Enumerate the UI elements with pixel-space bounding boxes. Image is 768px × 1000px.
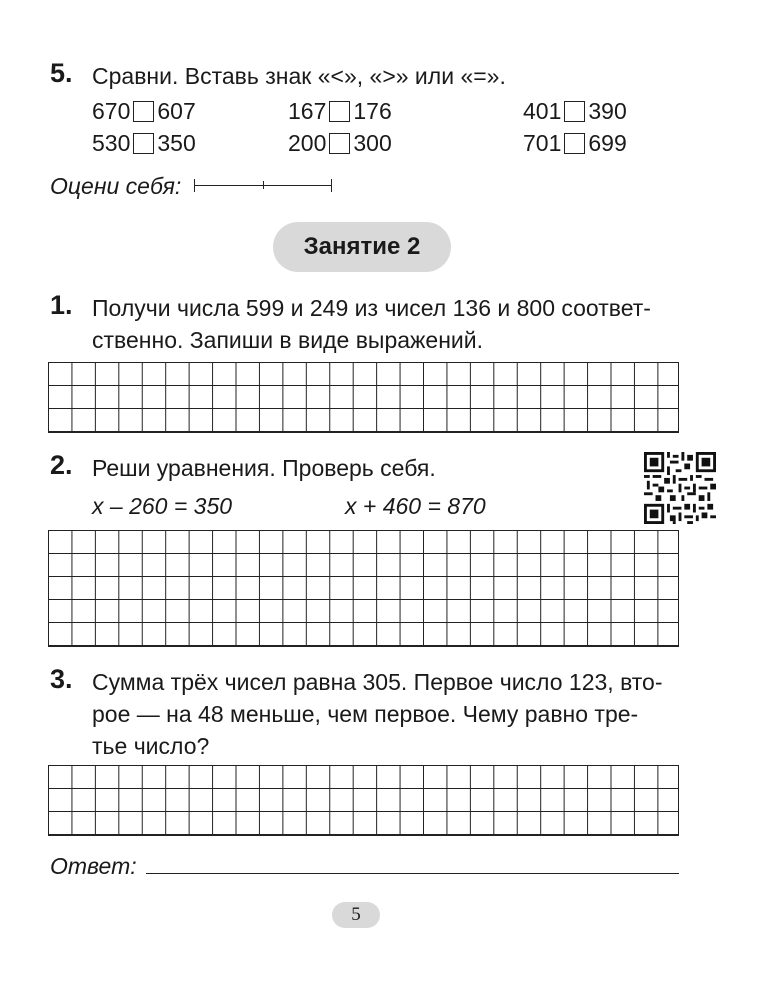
equation-1: x – 260 = 350 — [92, 493, 233, 519]
compare-right: 390 — [588, 98, 627, 124]
compare-item — [92, 96, 196, 126]
answer-label: Ответ: — [50, 853, 137, 879]
task-3-text-line-3: тье число? — [92, 733, 210, 759]
task-3-text-line-1: Сумма трёх чисел равна 305. Первое число 123, вто- — [92, 669, 663, 695]
compare-item — [288, 96, 392, 126]
answer-line[interactable] — [146, 873, 679, 874]
task-3-text-line-2: рое — на 48 меньше, чем первое. Чему равно тре- — [92, 701, 639, 727]
compare-box[interactable] — [329, 133, 350, 154]
compare-left: 167 — [288, 98, 327, 124]
compare-box[interactable] — [564, 101, 585, 122]
answer-grid-task-1[interactable] — [48, 362, 679, 433]
equation-2: x + 460 = 870 — [345, 493, 486, 519]
compare-box[interactable] — [133, 101, 154, 122]
compare-right: 300 — [353, 130, 392, 156]
compare-left: 200 — [288, 130, 327, 156]
compare-right: 607 — [157, 98, 196, 124]
compare-item — [523, 96, 627, 126]
compare-item — [523, 128, 627, 158]
lesson-title: Занятие 2 — [273, 222, 451, 272]
self-assessment-label: Оцени себя: — [50, 173, 182, 199]
compare-box[interactable] — [329, 101, 350, 122]
task-1-text-line-2: ственно. Запиши в виде выражений. — [92, 327, 484, 353]
compare-item — [92, 128, 196, 158]
task-2-number: 2. — [50, 450, 73, 480]
answer-grid-task-2[interactable] — [48, 530, 679, 647]
compare-right: 699 — [588, 130, 627, 156]
task-5-instruction: Сравни. Вставь знак «<», «>» или «=». — [92, 63, 506, 89]
compare-box[interactable] — [133, 133, 154, 154]
compare-box[interactable] — [564, 133, 585, 154]
task-1-number: 1. — [50, 290, 73, 320]
answer-grid-task-3[interactable] — [48, 765, 679, 836]
task-1-text-line-1: Получи числа 599 и 249 из чисел 136 и 800 соответ- — [92, 295, 651, 321]
task-5-number: 5. — [50, 58, 73, 88]
task-2-instruction: Реши уравнения. Проверь себя. — [92, 455, 436, 481]
task-3-number: 3. — [50, 664, 73, 694]
compare-item — [288, 128, 392, 158]
compare-left: 530 — [92, 130, 131, 156]
compare-left: 401 — [523, 98, 562, 124]
compare-right: 176 — [353, 98, 392, 124]
compare-right: 350 — [157, 130, 196, 156]
compare-left: 701 — [523, 130, 562, 156]
compare-left: 670 — [92, 98, 131, 124]
qr-code-icon[interactable] — [644, 452, 716, 524]
page-number: 5 — [332, 902, 380, 928]
